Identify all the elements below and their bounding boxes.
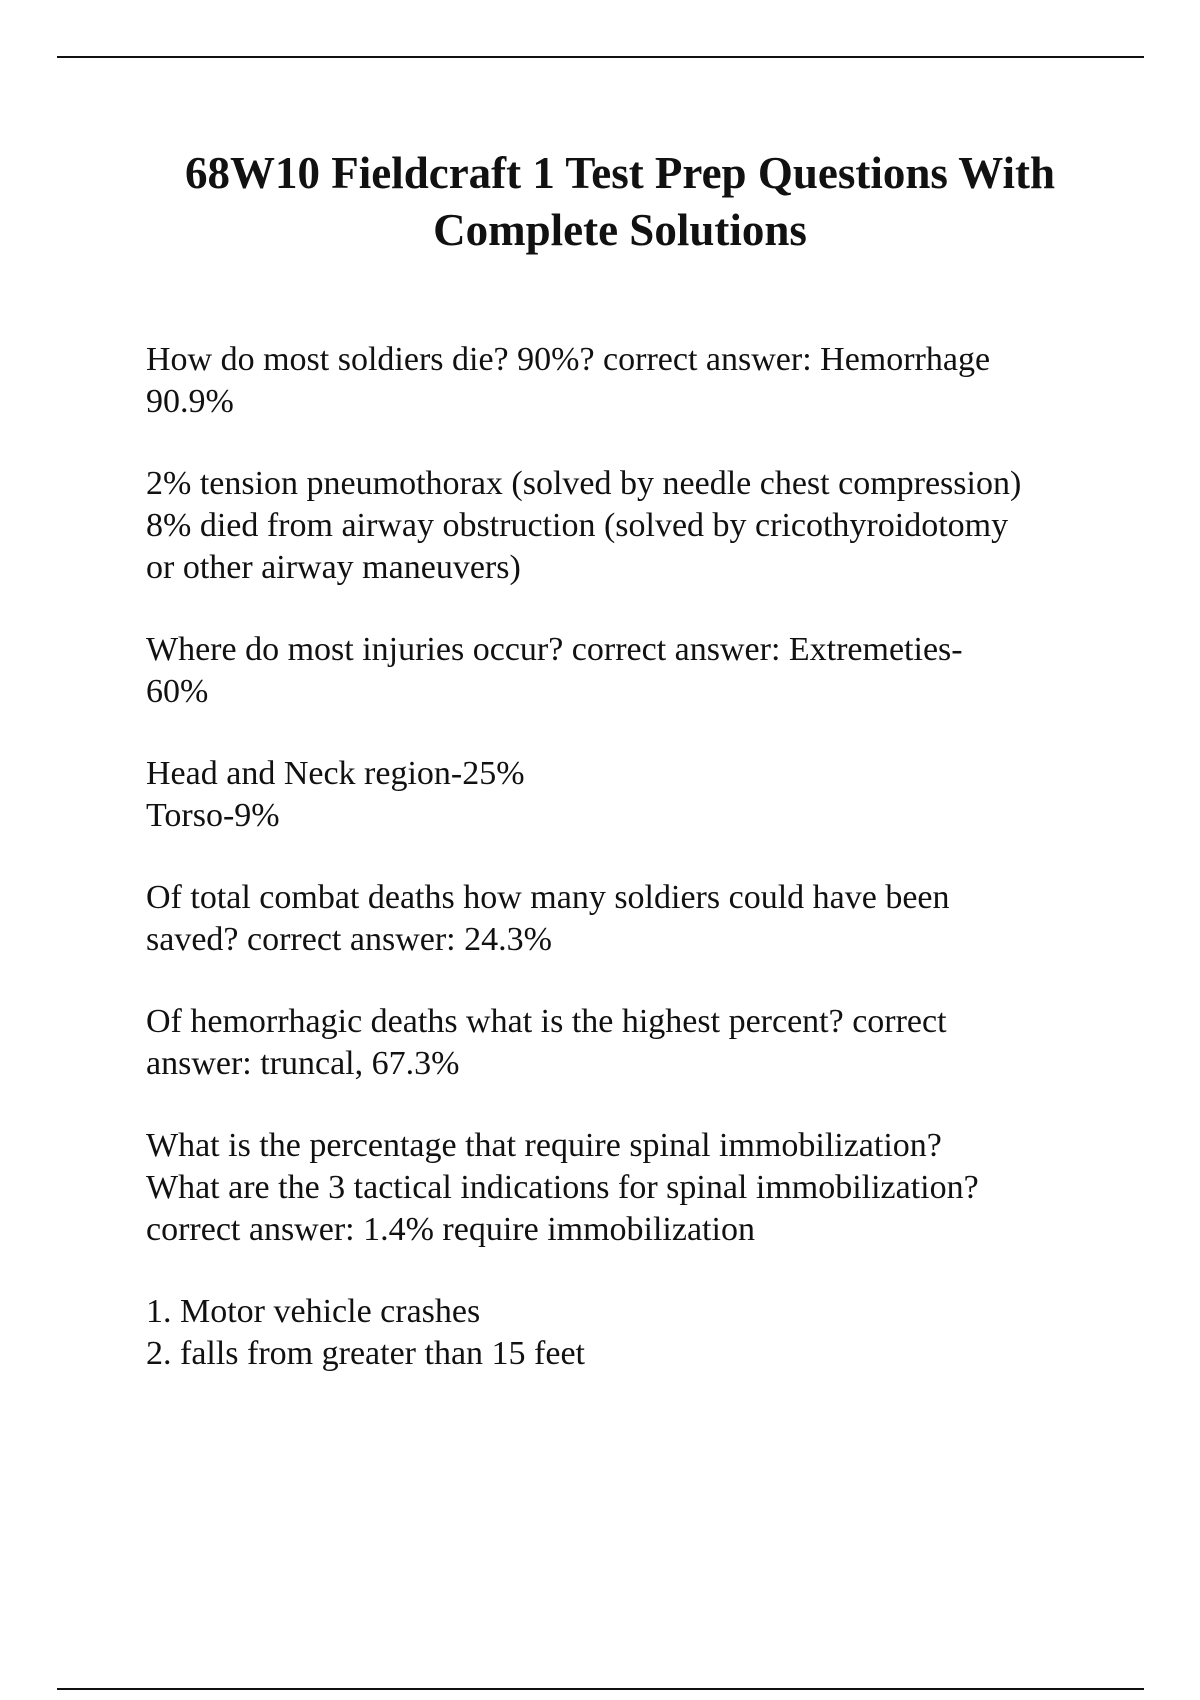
text-line: answer: truncal, 67.3% [146, 1045, 460, 1082]
paragraph-q-could-be-saved [146, 877, 1146, 961]
paragraph-other-causes [146, 463, 1146, 589]
document-body [146, 339, 1146, 1415]
text-line: 60% [146, 673, 209, 710]
paragraph-q-hemorrhagic-deaths [146, 1001, 1146, 1085]
paragraph-q-spinal-immobilization [146, 1125, 1146, 1251]
text-line: 8% died from airway obstruction (solved by cricothyroidotomy [146, 507, 1009, 544]
text-line: How do most soldiers die? 90%? correct answer: Hemorrhage [146, 341, 991, 378]
page-title [120, 145, 1120, 259]
paragraph-q-injury-location [146, 629, 1146, 713]
paragraph-q-most-soldiers-die [146, 339, 1146, 423]
title-line-1: 68W10 Fieldcraft 1 Test Prep Questions With [184, 148, 1056, 198]
list-item: 1. Motor vehicle crashes [146, 1293, 481, 1330]
top-rule [57, 56, 1144, 58]
text-line: What are the 3 tactical indications for spinal immobilization? [146, 1169, 979, 1206]
text-line: or other airway maneuvers) [146, 549, 521, 586]
list-item: 2. falls from greater than 15 feet [146, 1335, 585, 1372]
paragraph-injury-regions [146, 753, 1146, 837]
text-line: Head and Neck region-25% [146, 755, 525, 792]
text-line: saved? correct answer: 24.3% [146, 921, 552, 958]
text-line: Torso-9% [146, 797, 280, 834]
title-line-2: Complete Solutions [433, 205, 807, 255]
text-line: 2% tension pneumothorax (solved by needle chest compression) [146, 465, 1022, 502]
text-line: Where do most injuries occur? correct answer: Extremeties- [146, 631, 963, 668]
text-line: 90.9% [146, 383, 234, 420]
text-line: correct answer: 1.4% require immobilization [146, 1211, 755, 1248]
text-line: Of hemorrhagic deaths what is the highest percent? correct [146, 1003, 947, 1040]
text-line: Of total combat deaths how many soldiers could have been [146, 879, 950, 916]
paragraph-tactical-indications-list [146, 1291, 1146, 1375]
bottom-rule [57, 1688, 1144, 1690]
text-line: What is the percentage that require spinal immobilization? [146, 1127, 942, 1164]
